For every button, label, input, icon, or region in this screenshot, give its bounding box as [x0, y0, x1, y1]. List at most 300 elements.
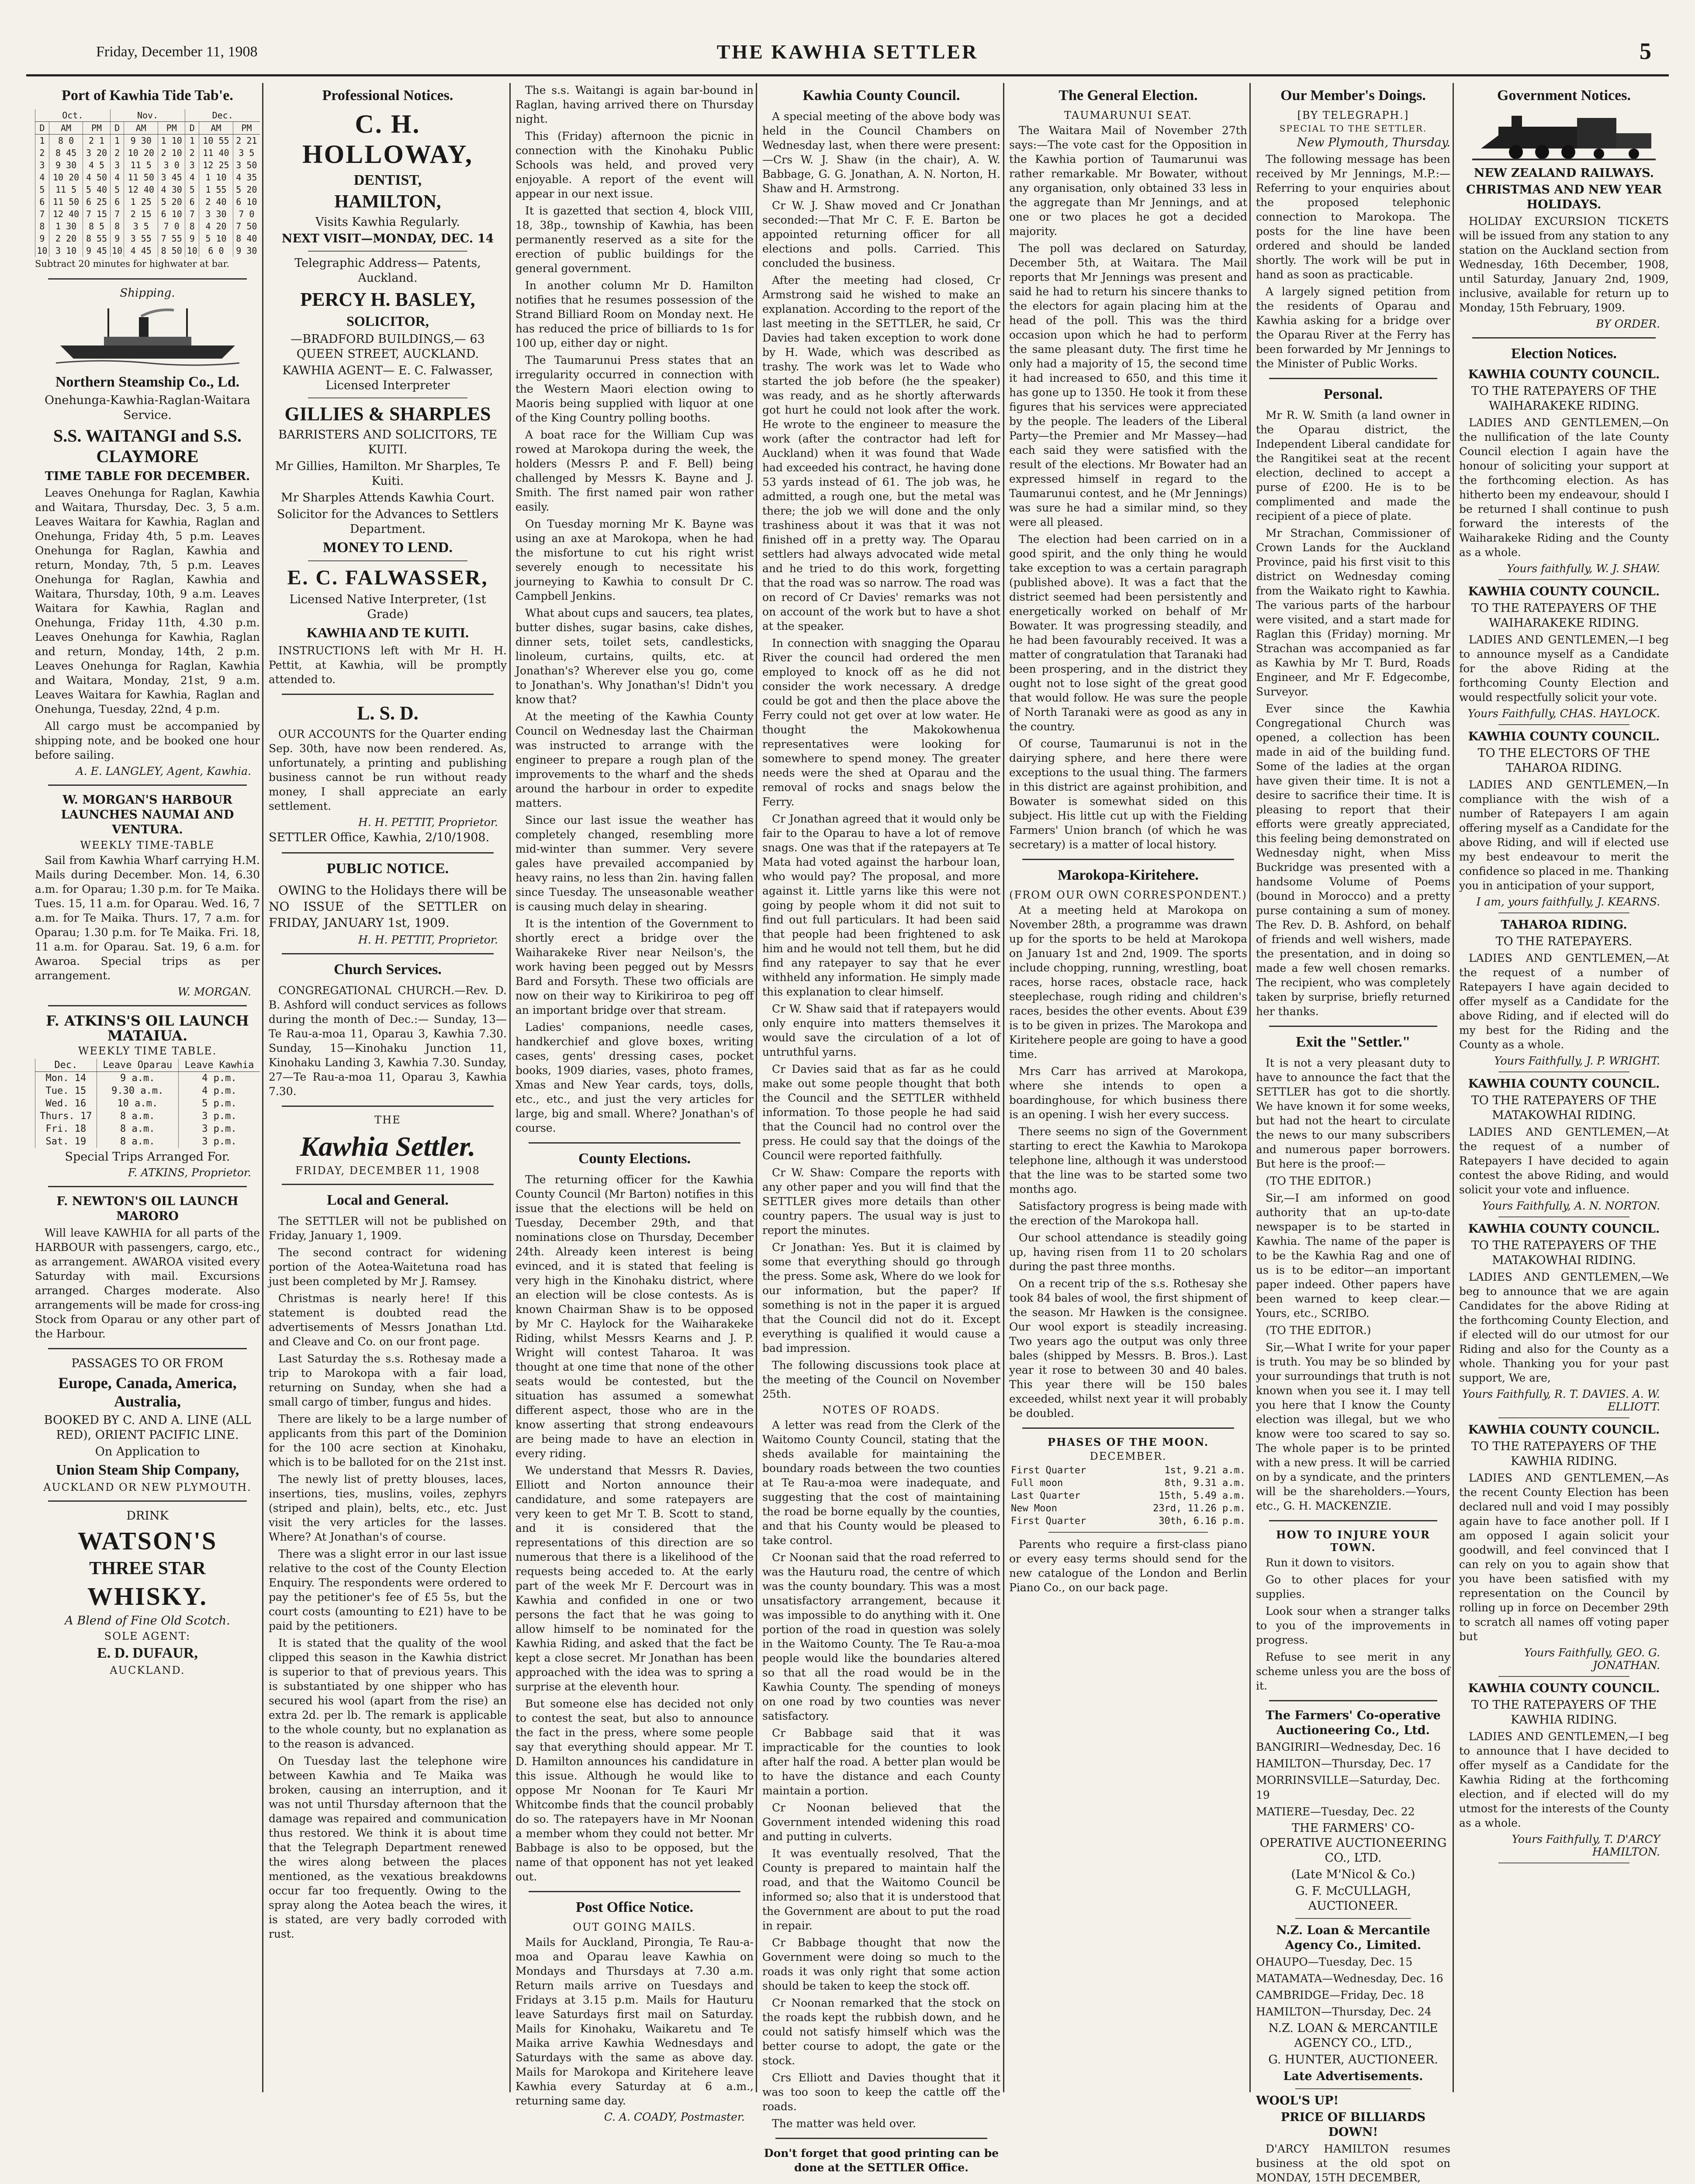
tide-cell: 1 10 — [158, 135, 185, 147]
matatua-cell: 4 p.m. — [178, 1072, 260, 1085]
election-notice-council: KAWHIA COUNTY COUNCIL. — [1468, 1423, 1660, 1437]
local-paragraph: It is stated that the quality of the wool clipped this season in the Kawhia district is superior to that of previous years. This is substantiated by one shipper who has secured his wool (apart from the rise) an extra 2d. per lb. The remark is applicable to the whole county, but no explanation as to the reason is advanced. — [269, 1637, 507, 1750]
billiards-text: D'ARCY HAMILTON resumes business at the old spot on MONDAY, 15TH DECEMBER, — [1256, 2143, 1450, 2184]
passages-apply: On Application to — [95, 1445, 200, 1458]
election-notices-list — [1459, 367, 1669, 1863]
tide-cell: 2 — [35, 147, 49, 159]
lsd-sign: H. H. PETTIT, Proprietor. — [358, 816, 498, 829]
personal-heading: Personal. — [1323, 386, 1383, 402]
marokopa-paragraph: At a meeting held at Marokopa on November 28th, a programme was drawn up for the sports to be held at Marokopa on January 1st and 2nd, 1909. The sports include chopping, running, wrestling, boat races, horse races, obstacle race, hack steeplechase, rough riding and children's races, besides the other events. About £39 is to be given in prizes. The Marokopa and Kiritehere people are going to have a good time. — [1009, 904, 1247, 1061]
divider — [282, 694, 494, 695]
tide-column-header: D — [35, 122, 49, 135]
news-paragraph: It is the intention of the Government to shortly erect a bridge over the Waiharakeke River near Neilson's, the work having been pegged out by Messrs Bard and Forsyth. These two officials are now on their way to Kirikiriroa to peg off an important bridge over that stream. — [515, 917, 754, 1016]
election-notice-council: KAWHIA COUNTY COUNCIL. — [1468, 730, 1660, 743]
dentist-next-visit: NEXT VISIT—MONDAY, DEC. 14 — [281, 232, 494, 245]
kawhia-agent: KAWHIA AGENT— E. C. Falwasser, Licensed Interpreter — [282, 364, 493, 392]
passages-places: Europe, Canada, America, Australia, — [58, 1374, 237, 1410]
solicitor-name: PERCY H. BASLEY, — [300, 289, 475, 310]
tide-cell: 3 45 — [158, 171, 185, 183]
dentist-visits: Visits Kawhia Regularly. — [315, 215, 460, 229]
personal-paragraph: Mr R. W. Smith (a land owner in the Oparau district, the Independent Liberal candidate for the Rangitikei seat at the recent election, declined to accept a purse of £200. He is to be complimented and made the recipient of a piece of plate. — [1256, 409, 1450, 522]
tide-cell: 8 — [110, 220, 124, 232]
injure-town-heading: HOW TO INJURE YOUR TOWN. — [1276, 1528, 1430, 1554]
shipping-agent: A. E. LANGLEY, Agent, Kawhia. — [76, 765, 251, 778]
injure-town-list — [1256, 1555, 1450, 1693]
tide-cell: 2 21 — [233, 135, 260, 147]
tide-month: Dec. — [185, 109, 260, 122]
injure-town-item: Run it down to visitors. — [1266, 1556, 1395, 1569]
council-paragraph: Cr W. Shaw: Compare the reports with any other paper and you will find that the SETTLER gives more details than other country papers. The usual way is just to report the minutes. — [762, 1166, 1000, 1237]
divider — [282, 852, 494, 854]
local-general-heading: Local and General. — [327, 1192, 449, 1208]
holidays-heading: CHRISTMAS AND NEW YEAR HOLIDAYS. — [1466, 183, 1662, 211]
tide-cell: 9 30 — [233, 245, 260, 257]
tide-cell: 4 50 — [83, 171, 110, 183]
tide-cell: 2 20 — [49, 232, 83, 245]
divider — [1269, 378, 1437, 379]
divider — [282, 953, 494, 954]
divider — [1022, 1427, 1234, 1429]
printing-footer: Don't forget that good printing can be done at the SETTLER Office. — [764, 2147, 999, 2174]
election-paragraph: The poll was declared on Saturday, December 5th, at Waitara. The Mail reports that Mr Jennings was present and said he had to return his sincere thanks to the electors for again placing him at the head of the poll. This was the third occasion upon which he had to perform the same pleasant duty. The first time he only had a majority of 15, the second time it had increased to 650, and this time it has gone up to 1350. He took it from these figures that his services were appreciated by the people. The leaders of the Liberal Party—the Premier and Mr Massey—had each said they were satisfied with the result of the elections. Mr Bowater had an expressed himself in regard to the Taumarunui contest, and he (Mr Jennings) was sure he had a similar mind, so they were all pleased. — [1009, 242, 1247, 529]
tide-cell: 3 5 — [124, 220, 158, 232]
government-notices-heading: Government Notices. — [1497, 87, 1631, 104]
tide-cell: 5 20 — [233, 183, 260, 196]
tide-cell: 10 — [110, 245, 124, 257]
local-paragraph: Christmas is nearly here! If this statement is doubted read the advertisements of Messrs Jonathan Ltd. and Cleave and Co. on our front page. — [269, 1292, 507, 1348]
nz-loan-sale-date: OHAUPO—Tuesday, Dec. 15 — [1256, 1956, 1413, 1968]
tide-row — [35, 147, 260, 159]
tide-months-row — [35, 109, 260, 122]
exit-paragraph: Sir,—I am informed on good authority that an up-to-date newspaper is to be started in Kawhia. The name of the paper is to be the Kawhia Rag and one of us is to be editor—an important paper indeed. Other papers have been warned to keep clear.—Yours, etc., SCRIBO. — [1256, 1192, 1450, 1320]
divider — [1269, 1026, 1437, 1027]
council-paragraph: Cr Jonathan agreed that it would only be fair to the Oparau to have a lot of remove snags. One was that if the ratepayers at Te Mata had voted against the harbour loan, who would pay? The proposal, and more against it. Little yarns like this were not going by people whom it did not suit to find out full particulars. It had been said that people had been frightened to ask him and he would not tell them, but he did find any ratepayer to say that he ever withheld any information. He simply made this explanation to clear himself. — [762, 812, 1000, 998]
news-paragraph: Since our last issue the weather has completely changed, resembling more mid-winter than summer. Very severe gales have prevailed accompanied by heavy rains, no less than 2in. having fallen since Tuesday. The unseasonable weather is causing much delay in shearing. — [515, 814, 754, 913]
tide-cell: 8 40 — [233, 232, 260, 245]
farmers-late: (Late M'Nicol & Co.) — [1291, 1868, 1415, 1881]
column-7 — [1459, 83, 1669, 2092]
election-notice-text: LADIES AND GENTLEMEN,—I beg to announce that I have decided to offer myself as a Candidate for the Kawhia Riding at the forthcoming election, and if elected will do my utmost for the interests of the County as a whole. — [1459, 1730, 1669, 1829]
church-services-text: CONGREGATIONAL CHURCH.—Rev. D. B. Ashford will conduct services as follows during the month of Dec.:— Sunday, 13—Te Rau-a-moa 11, Oparau 3, Kawhia 7.30. Sunday, 15—Kinohaku Junction 11, Kinohaku Landing 3, Kawhia 7.30. Sunday, 27—Te Rau-a-moa 11, Oparau 3, Kawhia 7.30. — [269, 984, 507, 1098]
divider — [1498, 1417, 1629, 1418]
post-office-subtitle: OUT GOING MAILS. — [573, 1921, 696, 1933]
tide-row — [35, 245, 260, 257]
divider — [1269, 1520, 1437, 1521]
tide-month: Oct. — [35, 109, 111, 122]
tide-cell: 1 — [110, 135, 124, 147]
column-rule — [262, 83, 263, 2092]
election-notice-sign: Yours Faithfully, A. N. NORTON. — [1482, 1199, 1660, 1212]
solicitor-address: —BRADFORD BUILDINGS,— 63 QUEEN STREET, AUCKLAND. — [291, 332, 485, 361]
falwasser-place: KAWHIA AND TE KUITI. — [306, 625, 469, 640]
tide-cell: 5 20 — [158, 196, 185, 208]
public-notice-heading: PUBLIC NOTICE. — [326, 860, 449, 877]
divider — [48, 1500, 247, 1502]
maroro-title: F. NEWTON'S OIL LAUNCH MARORO — [56, 1195, 239, 1223]
tide-cell: 6 25 — [83, 196, 110, 208]
matatua-column-header: Dec. — [35, 1059, 97, 1072]
tide-cell: 1 — [35, 135, 49, 147]
election-notice — [1459, 1077, 1669, 1217]
matatua-cell: Sat. 19 — [35, 1135, 97, 1148]
maroro-text: Will leave KAWHIA for all parts of the HARBOUR with passengers, cargo, etc., as arrangement. AWAROA visited every Saturday with mail. Excursions arranged. Charges moderate. Also arrangements will be made for cross-ing Stock from Oparau or any other part of the Harbour. — [35, 1227, 260, 1340]
tide-cell: 8 0 — [49, 135, 83, 147]
council-paragraph: In connection with snagging the Oparau River the council had ordered the men employed to knock off as he did not consider the work necessary. A dredge could be got and then the place above the Ferry could not get over at low water. He thought the Makokowhenua representatives were looking for somewhere to spend money. The greater needs were the shed at Oparau and the removal of rocks and snags below the Ferry. — [762, 637, 1000, 808]
matatua-row — [35, 1097, 260, 1110]
steamship-illustration — [56, 304, 239, 370]
divider — [1022, 859, 1234, 860]
tide-cell: 10 — [185, 245, 199, 257]
divider — [529, 1142, 740, 1144]
tide-cell: 2 40 — [199, 196, 233, 208]
tide-cell: 7 50 — [233, 220, 260, 232]
column-2 — [269, 83, 507, 2092]
divider — [1498, 1676, 1629, 1677]
column-6 — [1256, 83, 1450, 2184]
election-notice-addressee: TO THE ELECTORS OF THE TAHAROA RIDING. — [1477, 746, 1650, 775]
tide-cell: 3 20 — [83, 147, 110, 159]
whisky-agent: E. D. DUFAUR, — [97, 1645, 198, 1661]
newspaper-title: THE KAWHIA SETTLER — [716, 41, 979, 63]
general-election-heading: The General Election. — [1059, 87, 1198, 104]
tide-cell: 3 30 — [199, 208, 233, 220]
tide-cell: 11 40 — [199, 147, 233, 159]
divider — [48, 278, 247, 280]
matatua-row — [35, 1123, 260, 1135]
divider — [529, 1891, 740, 1892]
council-roads-paragraph: Cr Noonan believed that the Government intended widening this road and putting in culverts. — [762, 1801, 1000, 1843]
gillies-partners: Mr Gillies, Hamilton. Mr Sharples, Te Kuiti. — [275, 460, 501, 488]
column-rule — [1249, 83, 1251, 2092]
dentist-city: HAMILTON, — [334, 192, 441, 212]
local-paragraph: The newly list of pretty blouses, laces, insertions, ties, muslins, voiles, zephyrs (striped and plain), belts, etc., etc. Just visit the very articles for the lasses. Where? At Jonathan's of course. — [269, 1473, 507, 1543]
election-notice-text: LADIES AND GENTLEMEN,—At the request of a number of Ratepayers I have again decided to offer myself as a Candidate for the above Riding, and if elected will do my best for the Riding and the County as a whole. — [1459, 952, 1669, 1051]
tide-cell: 6 10 — [233, 196, 260, 208]
billiards-price: PRICE OF BILLIARDS DOWN! — [1280, 2111, 1426, 2139]
council-roads-paragraph: Cr Noonan said that the road referred to was the Hauturu road, the centre of which was the county boundary. This was a most unsatisfactory arrangement, because it was impossible to do anything with it. One portion of the road in question was solely in the Waitomo County. The Te Rau-a-moa people would like the boundaries altered so that all the road would be in the Kawhia County. The spending of moneys on one road by two counties was never satisfactory. — [762, 1551, 1000, 1722]
shipping-timetable: Leaves Onehunga for Raglan, Kawhia and Waitara, Thursday, Dec. 3, 5 a.m. Leaves Waitara for Kawhia, Raglan and Onehunga, Friday 4th, 5 p.m. Leaves Onehunga for Raglan, Kawhia and return, Monday, 7th, 5 p.m. Leaves Onehunga for Raglan, Kawhia and Waitara, Thursday, 10th, 9 a.m. Leaves Waitara for Kawhia, Raglan and Onehunga, Friday 11th, 4.30 p.m. Leaves Onehunga for Kawhia, Raglan and return, Monday, 14th, 2 p.m. Leaves Onehunga for Raglan, Kawhia and Waitara, Monday, 21st, 9 a.m. Leaves Waitara for Kawhia, Raglan and Onehunga, Tuesday, 22nd, 4 p.m. — [35, 487, 260, 715]
tide-cell: 11 50 — [49, 196, 83, 208]
election-notice — [1459, 729, 1669, 913]
farmers-sales-list — [1256, 1740, 1450, 1819]
tide-column-header: PM — [233, 122, 260, 135]
matatua-cell: Wed. 16 — [35, 1097, 97, 1110]
matatua-row — [35, 1135, 260, 1148]
news-paragraph: The s.s. Waitangi is again bar-bound in Raglan, having arrived there on Thursday night. — [515, 84, 754, 125]
nz-railways: NEW ZEALAND RAILWAYS. — [1474, 166, 1654, 180]
tide-cell: 4 35 — [233, 171, 260, 183]
tide-cell: 8 55 — [83, 232, 110, 245]
tide-cell: 4 45 — [124, 245, 158, 257]
election-notice-sign: I am, yours faithfully, J. KEARNS. — [1476, 895, 1660, 908]
tide-row — [35, 208, 260, 220]
matatua-cell: 4 p.m. — [178, 1085, 260, 1097]
whisky-product: WHISKY. — [87, 1582, 208, 1610]
marokopa-paragraphs — [1009, 903, 1247, 1420]
moon-phase-time: 30th, 6.16 p.m. — [1159, 1516, 1245, 1527]
tide-column-header: D — [110, 122, 124, 135]
exit-paragraph: Sir,—What I write for your paper is truth. You may be so blinded by your surroundings that truth is not known when you see it. I may tell you here that I know the County election was illegal, but we who know were too scared to say so. The whole paper is to be printed with a new press. It will be carried on by a syndicate, and the printers will be the shareholders.—Yours, etc., G. H. MACKENZIE. — [1256, 1341, 1450, 1512]
locomotive-illustration — [1472, 109, 1656, 162]
member-special: SPECIAL TO THE SETTLER. — [1279, 123, 1427, 134]
passages-cities: AUCKLAND OR NEW PLYMOUTH. — [43, 1481, 252, 1493]
tide-cell: 4 5 — [83, 159, 110, 171]
tide-row — [35, 232, 260, 245]
tide-table-body — [35, 135, 260, 257]
divider — [308, 397, 467, 398]
wool-up: WOOL'S UP! — [1256, 2094, 1339, 2108]
divider — [282, 1106, 494, 1107]
tide-cell: 10 55 — [199, 135, 233, 147]
tide-cell: 1 25 — [124, 196, 158, 208]
election-notice-addressee: TO THE RATEPAYERS OF THE KAWHIA RIDING. — [1471, 1440, 1657, 1468]
tide-cell: 2 — [110, 147, 124, 159]
shipping-service: Onehunga-Kawhia-Raglan-Waitara Service. — [45, 394, 250, 422]
farmers-sale-date: MORRINSVILLE—Saturday, Dec. 19 — [1256, 1774, 1440, 1801]
exit-settler-heading: Exit the "Settler." — [1296, 1034, 1411, 1050]
news-paragraph: A boat race for the William Cup was rowed at Marokopa during the week, the holders (Messrs P. and F. Bell) being challenged by Messrs K. Bayne and J. Smith. The first named pair won rather easily. — [515, 429, 754, 513]
matatua-cell: Thurs. 17 — [35, 1110, 97, 1123]
vessel-names: S.S. WAITANGI and S.S. CLAYMORE — [53, 426, 242, 466]
election-notice-council: TAHAROA RIDING. — [1501, 918, 1627, 932]
whisky-three-star: THREE STAR — [89, 1559, 206, 1579]
tide-cell: 4 20 — [199, 220, 233, 232]
local-paragraph: The second contract for widening portion of the Aotea-Waitetuna road has just been completed by Mr J. Ramsey. — [269, 1246, 507, 1288]
moon-phase-row — [1009, 1502, 1247, 1515]
tide-row — [35, 135, 260, 147]
tide-cell: 11 50 — [124, 171, 158, 183]
cargo-note: All cargo must be accompanied by shipping note, and be booked one hour before sailing. — [35, 720, 260, 761]
farmers-sale-date: MATIERE—Tuesday, Dec. 22 — [1256, 1805, 1415, 1818]
tide-cell: 9 — [110, 232, 124, 245]
local-paragraph: The SETTLER will not be published on Friday, January 1, 1909. — [269, 1215, 507, 1242]
tide-cell: 9 45 — [83, 245, 110, 257]
tide-cell: 5 10 — [199, 232, 233, 245]
marokopa-paragraph: Mrs Carr has arrived at Marokopa, where she intends to open a boardinghouse, for which business there is an opening. I wish her every success. — [1009, 1065, 1247, 1121]
election-notice-text: LADIES AND GENTLEMEN,—I beg to announce myself as a Candidate for the above Riding at the forthcoming County Election and would respectfully solicit your vote. — [1459, 633, 1669, 704]
tide-cell: 3 10 — [49, 245, 83, 257]
falwasser-role: Licensed Native Interpreter, (1st Grade) — [289, 593, 486, 621]
marokopa-paragraph: Our school attendance is steadily going up, having risen from 11 to 20 scholars during the past three months. — [1009, 1231, 1247, 1273]
tide-cell: 8 — [35, 220, 49, 232]
tide-cell: 1 55 — [199, 183, 233, 196]
holiday-excursion-text: HOLIDAY EXCURSION TICKETS will be issued from any station to any station on the Auckland section from Wednesday, 16th December, 1908, until Saturday, January 2nd, 1909, inclusive, available for return up to Monday, 15th February, 1909. — [1459, 215, 1669, 314]
passages-booked: BOOKED BY C. AND A. LINE (ALL RED), ORIENT PACIFIC LINE. — [44, 1413, 251, 1442]
tide-row — [35, 196, 260, 208]
nz-loan-sale-date: MATAMATA—Wednesday, Dec. 16 — [1256, 1972, 1443, 1985]
tide-cell: 12 25 — [199, 159, 233, 171]
moon-phase-time: 8th, 9.31 a.m. — [1164, 1478, 1245, 1489]
paper-nameplate: Kawhia Settler. — [300, 1131, 476, 1162]
whisky-blend: A Blend of Fine Old Scotch. — [65, 1614, 230, 1628]
tide-column-header: AM — [49, 122, 83, 135]
local-paragraph: On Tuesday last the telephone wire between Kawhia and Te Maika was broken, causing an interruption, and it was not until Thursday afternoon that the damage was repaired and communication thus restored. We think it is about time that the Telegraph Department renewed the wires along between the places mentioned, as the vexatious breakdowns occur far too frequently. Owing to the spray along the Aotea beach the wires, it is stated, are very badly corroded with rust. — [269, 1755, 507, 1940]
moon-phases-table — [1009, 1464, 1247, 1527]
county-council-heading: Kawhia County Council. — [803, 87, 960, 104]
matatua-cell: 10 a.m. — [97, 1097, 178, 1110]
column-3 — [515, 83, 754, 2123]
tide-cell: 6 0 — [199, 245, 233, 257]
tide-cell: 2 1 — [83, 135, 110, 147]
election-notice-sign: Yours Faithfully, GEO. G. JONATHAN. — [1524, 1646, 1660, 1672]
moon-phase-row — [1009, 1515, 1247, 1527]
tide-cell: 5 — [185, 183, 199, 196]
lsd-office: SETTLER Office, Kawhia, 2/10/1908. — [269, 831, 490, 844]
by-order: BY ORDER. — [1596, 318, 1660, 330]
tide-cell: 11 5 — [49, 183, 83, 196]
tide-cell: 10 20 — [49, 171, 83, 183]
divider — [1472, 337, 1656, 339]
election-notice-text: LADIES AND GENTLEMEN,—We beg to announce that we are again Candidates for the above Riding at the forthcoming County Election, and if elected will do our utmost for our Riding and also for the County as a whole. Thanking you for your past support, We are, — [1459, 1271, 1669, 1384]
tide-cell: 7 0 — [233, 208, 260, 220]
council-paragraphs — [762, 109, 1000, 1401]
telegraphic-address: Telegraphic Address— Patents, Auckland. — [294, 256, 481, 285]
matatua-table-body — [35, 1072, 260, 1148]
personal-paragraph: Ever since the Kawhia Congregational Church was opened, a collection has been made in aid of the building fund. Some of the ladies at the organ have given their time. It is not a desire to sacrifice their time. It is pleasing to report that their efforts were greatly appreciated, this feeling being demonstrated on Wednesday night, when Miss Buckridge was presented with a handsome Volume of Poems (bound in Morocco) and a pretty purse containing a sum of money. The Rev. D. B. Ashford, on behalf of friends and well wishers, made the presentation, and in doing so made a few well chosen remarks. The recipient, who was completely taken by surprise, briefly returned her thanks. — [1256, 702, 1450, 1018]
marokopa-paragraph: On a recent trip of the s.s. Rothesay she took 84 bales of wool, the first shipment of the season. Mr Hawken is the consignee. Our wool export is steadily increasing. Two years ago the output was only three bales (shipped by Messrs. B. Bros.). Last year it rose to between 30 and 40 bales. This year there will be 150 bales exceeded, whilst next year it will probably be doubled. — [1009, 1277, 1247, 1420]
tide-cell: 2 — [185, 147, 199, 159]
nz-loan-sale-date: CAMBRIDGE—Friday, Dec. 18 — [1256, 1989, 1424, 2001]
public-notice-text: OWING to the Holidays there will be NO ISSUE of the SETTLER on FRIDAY, JANUARY 1st, 1909. — [269, 883, 507, 930]
divider — [1498, 579, 1629, 580]
news-paragraph: In another column Mr D. Hamilton notifies that he resumes possession of the Strand Billiard Room on Monday next. He has reduced the price of billiards to 1s for 100 up, either day or night. — [515, 279, 754, 349]
injure-town-item: Go to other places for your supplies. — [1256, 1573, 1450, 1600]
council-paragraph: The following discussions took place at the meeting of the Council on November 25th. — [762, 1359, 1000, 1400]
launches-owner: W. MORGAN. — [177, 985, 251, 998]
dentist-role: DENTIST, — [353, 172, 422, 188]
steamship-company: Northern Steamship Co., Ld. — [55, 374, 240, 390]
moon-phases-body — [1009, 1464, 1247, 1527]
post-office-text: Mails for Auckland, Pirongia, Te Rau-a-moa and Oparau leave Kawhia on Mondays and Thursdays at 7.30 a.m. Return mails arrive on Tuesdays and Fridays at 3.15 p.m. Mails for Hauturu leave Saturdays first mail on Saturday. Mails for Kinohaku, Waikaretu and Te Maika arrive Kawhia Wednesdays and Saturdays with the same as above day. Mails for Marokopa and Kiritehere leave Kawhia every Saturday at 6 a.m., returning same day. — [515, 1936, 754, 2107]
election-notice-addressee: TO THE RATEPAYERS OF THE KAWHIA RIDING. — [1471, 1698, 1657, 1727]
matatua-row — [35, 1085, 260, 1097]
tide-cell: 10 20 — [124, 147, 158, 159]
tide-cell: 4 — [110, 171, 124, 183]
public-notice-sign: H. H. PETTIT, Proprietor. — [358, 933, 498, 946]
local-general-paragraphs — [269, 1214, 507, 1941]
election-notice-sign: Yours Faithfully, T. D'ARCY HAMILTON. — [1512, 1833, 1660, 1858]
election-notice — [1459, 1681, 1669, 1863]
divider — [1295, 1918, 1411, 1919]
launches-title: W. MORGAN'S HARBOUR LAUNCHES NAUMAI AND VENTURA. — [61, 793, 234, 836]
tide-row — [35, 159, 260, 171]
matatua-cell: 9 a.m. — [97, 1072, 178, 1085]
tide-cell: 1 — [185, 135, 199, 147]
post-office-sign: C. A. COADY, Postmaster. — [604, 2111, 745, 2123]
matatua-cell: 8 a.m. — [97, 1123, 178, 1135]
matatua-cell: 8 a.m. — [97, 1135, 178, 1148]
election-paragraph: The election had been carried on in a good spirit, and the only thing he would take exception to was a certain paragraph (published above). It was a fact that the district seemed had been persistently and energetically worked on behalf of Mr Bowater. It was progressing steadily, and he had been favourably received. It was a matter of congratulation that Taranaki had been prospering, and in the district they ought not to lose sight of the great good that would follow. He was sure the people of North Taranaki were as good as any in the country. — [1009, 533, 1247, 733]
tide-cell: 7 55 — [158, 232, 185, 245]
tide-cell: 2 10 — [158, 147, 185, 159]
page-number: 5 — [1640, 38, 1651, 64]
money-to-lend: MONEY TO LEND. — [323, 539, 453, 556]
council-paragraph: Cr W. Shaw said that if ratepayers would only enquire into matters themselves it would save the circulation of a lot of untruthful yarns. — [762, 1002, 1000, 1058]
tide-cell: 3 55 — [124, 232, 158, 245]
matatua-header-row — [35, 1059, 260, 1072]
matatua-cell: 3 p.m. — [178, 1135, 260, 1148]
moon-phase-row — [1009, 1464, 1247, 1477]
launches-timetable: Sail from Kawhia Wharf carrying H.M. Mails during December. Mon. 14, 6.30 a.m. for Oparau; 1.30 p.m. for Te Maika. Tues. 15, 11 a.m. for Oparau. Wed. 16, 7 a.m. for Te Maika. Thurs. 17, 7 a.m. for Oparau; 1.30 p.m. for Te Maika. Fri. 18, 11 a.m. for Oparau. Sat. 19, 6 a.m. for Awaroa. Special trips as per arrangement. — [35, 854, 260, 982]
divider — [282, 1184, 494, 1185]
tide-cell: 1 10 — [199, 171, 233, 183]
farmers-sale-date: HAMILTON—Thursday, Dec. 17 — [1256, 1757, 1432, 1770]
tide-column-header: PM — [158, 122, 185, 135]
tide-month: Nov. — [110, 109, 185, 122]
election-notice-text: LADIES AND GENTLEMEN,—At the request of a number of Ratepayers I have decided to again contest the above Riding, and would solicit your vote and influence. — [1459, 1126, 1669, 1196]
late-advertisements: Late Advertisements. — [1283, 2070, 1423, 2083]
council-paragraph: Cr W. J. Shaw moved and Cr Jonathan seconded:—That Mr C. F. E. Barton be appointed returning officer for all elections and polls. Carried. This concluded the business. — [762, 199, 1000, 270]
nz-loan-title: N.Z. Loan & Mercantile Agency Co., Limited. — [1276, 1924, 1430, 1952]
matatua-title: F. ATKINS'S OIL LAUNCH MATAIUA. — [46, 1013, 249, 1044]
divider — [1295, 2088, 1411, 2089]
member-paragraph: A largely signed petition from the residents of Oparau and Kawhia asking for a bridge over the Oparau River at the Ferry has been forwarded by Mr Jennings to the Minister of Public Works. — [1256, 285, 1450, 370]
tide-cell: 8 45 — [49, 147, 83, 159]
timetable-title: TIME TABLE FOR DECEMBER. — [45, 470, 250, 483]
dentist-name: C. H. HOLLOWAY, — [302, 110, 474, 169]
election-paragraph: Of course, Taumarunui is not in the dairying sphere, and here there were exceptions to the usual thing. The farmers in this district are against prohibition, and Bowater is somewhat sided on this subject. His little cut up with the Fielding Farmers' Union branch (of which he was secretary) is a matter of local history. — [1009, 737, 1247, 851]
farmers-title: The Farmers' Co-operative Auctioneering Co., Ltd. — [1266, 1709, 1441, 1737]
union-steam-ship-company: Union Steam Ship Company, — [55, 1462, 239, 1478]
matatua-owner: F. ATKINS, Proprietor. — [128, 1166, 251, 1179]
divider — [48, 1186, 247, 1187]
matatua-special: Special Trips Arranged For. — [65, 1150, 230, 1164]
tide-column-header: AM — [124, 122, 158, 135]
matatua-column-header: Leave Oparau — [97, 1059, 178, 1072]
lsd-text: OUR ACCOUNTS for the Quarter ending Sep. 30th, have now been rendered. As, unfortunately, a printing and publishing business cannot be run without ready money, I shall appreciate an early settlement. — [269, 728, 507, 812]
nz-loan-company: N.Z. LOAN & MERCANTILE AGENCY CO., LTD., — [1268, 2022, 1438, 2050]
council-roads-paragraphs — [762, 1418, 1000, 2131]
council-paragraph: Cr Jonathan: Yes. But it is claimed by some that everything should go through the press. Some ask, Where do we look for our information, but the paper? If something is not in the paper it is argued that the Council did not do it. Except everything is qualified it would cause a bad impression. — [762, 1241, 1000, 1355]
solicitor-role: SOLICITOR, — [346, 313, 429, 329]
tide-cell: 3 — [185, 159, 199, 171]
divider — [48, 784, 247, 786]
matatua-row — [35, 1072, 260, 1085]
whisky-sole-agent-label: SOLE AGENT: — [104, 1630, 191, 1642]
professional-notices-heading: Professional Notices. — [322, 87, 453, 104]
column-rule — [756, 83, 757, 2092]
tide-cell: 9 30 — [49, 159, 83, 171]
election-notice — [1459, 1222, 1669, 1418]
election-notice-addressee: TO THE RATEPAYERS OF THE MATAKOWHAI RIDING. — [1471, 1239, 1657, 1267]
gillies-sharples-name: GILLIES & SHARPLES — [284, 403, 491, 425]
column-rule — [1453, 83, 1454, 2092]
member-paragraph: The following message has been received by Mr Jennings, M.P.:—Referring to your enquiries about the proposed telephonic connection to Marokopa. The posts for the line have been ordered and should be landed shortly. The work will be put in hand as soon as practicable. — [1256, 153, 1450, 281]
moon-phase-row — [1009, 1489, 1247, 1502]
local-paragraph: Last Saturday the s.s. Rothesay made a trip to Marokopa with a fair load, returning on Sunday, when she had a small cargo of timber, fungus and hides. — [269, 1352, 507, 1408]
moon-phase-name: Full moon — [1011, 1478, 1063, 1489]
council-roads-paragraph: Cr Noonan remarked that the stock on the roads kept the rubbish down, and he could not satisfy himself which was the better course to adopt, the gate or the stock. — [762, 1997, 1000, 2067]
election-notice-text: LADIES AND GENTLEMEN,—In compliance with the wish of a number of Ratepayers I am again offering myself as a Candidate for the above Riding, and will if elected use my best endeavour to merit the confidence so placed in me. Thanking you in anticipation of your support, — [1459, 778, 1669, 892]
injure-town-item: Refuse to see merit in any scheme unless you are the boss of it. — [1256, 1651, 1450, 1692]
paper-the: THE — [374, 1114, 401, 1126]
passages-title: PASSAGES TO OR FROM — [71, 1357, 224, 1370]
personal-paragraphs — [1256, 408, 1450, 1019]
gillies-role: BARRISTERS AND SOLICITORS, TE KUITI. — [278, 428, 498, 456]
tide-cell: 4 — [185, 171, 199, 183]
masthead — [26, 26, 1669, 76]
tide-cell: 3 0 — [158, 159, 185, 171]
exit-paragraph: It is not a very pleasant duty to have to announce the fact that the SETTLER has got to die shortly. We have known it for some weeks, but had not the heart to circulate the news to our many subscribers and numerous paper borrowers. But here is the proof:— — [1256, 1057, 1450, 1170]
post-office-heading: Post Office Notice. — [575, 1899, 694, 1915]
tide-cell: 5 — [110, 183, 124, 196]
matatua-cell: 3 p.m. — [178, 1110, 260, 1123]
launches-weekly: WEEKLY TIME-TABLE — [80, 839, 215, 851]
election-notice-sign: Yours Faithfully, R. T. DAVIES. A. W. ELLIOTT. — [1462, 1388, 1660, 1413]
tide-cell: 9 30 — [124, 135, 158, 147]
tide-cell: 11 5 — [124, 159, 158, 171]
farmers-company: THE FARMERS' CO-OPERATIVE AUCTIONEERING CO., LTD. — [1259, 1821, 1447, 1865]
